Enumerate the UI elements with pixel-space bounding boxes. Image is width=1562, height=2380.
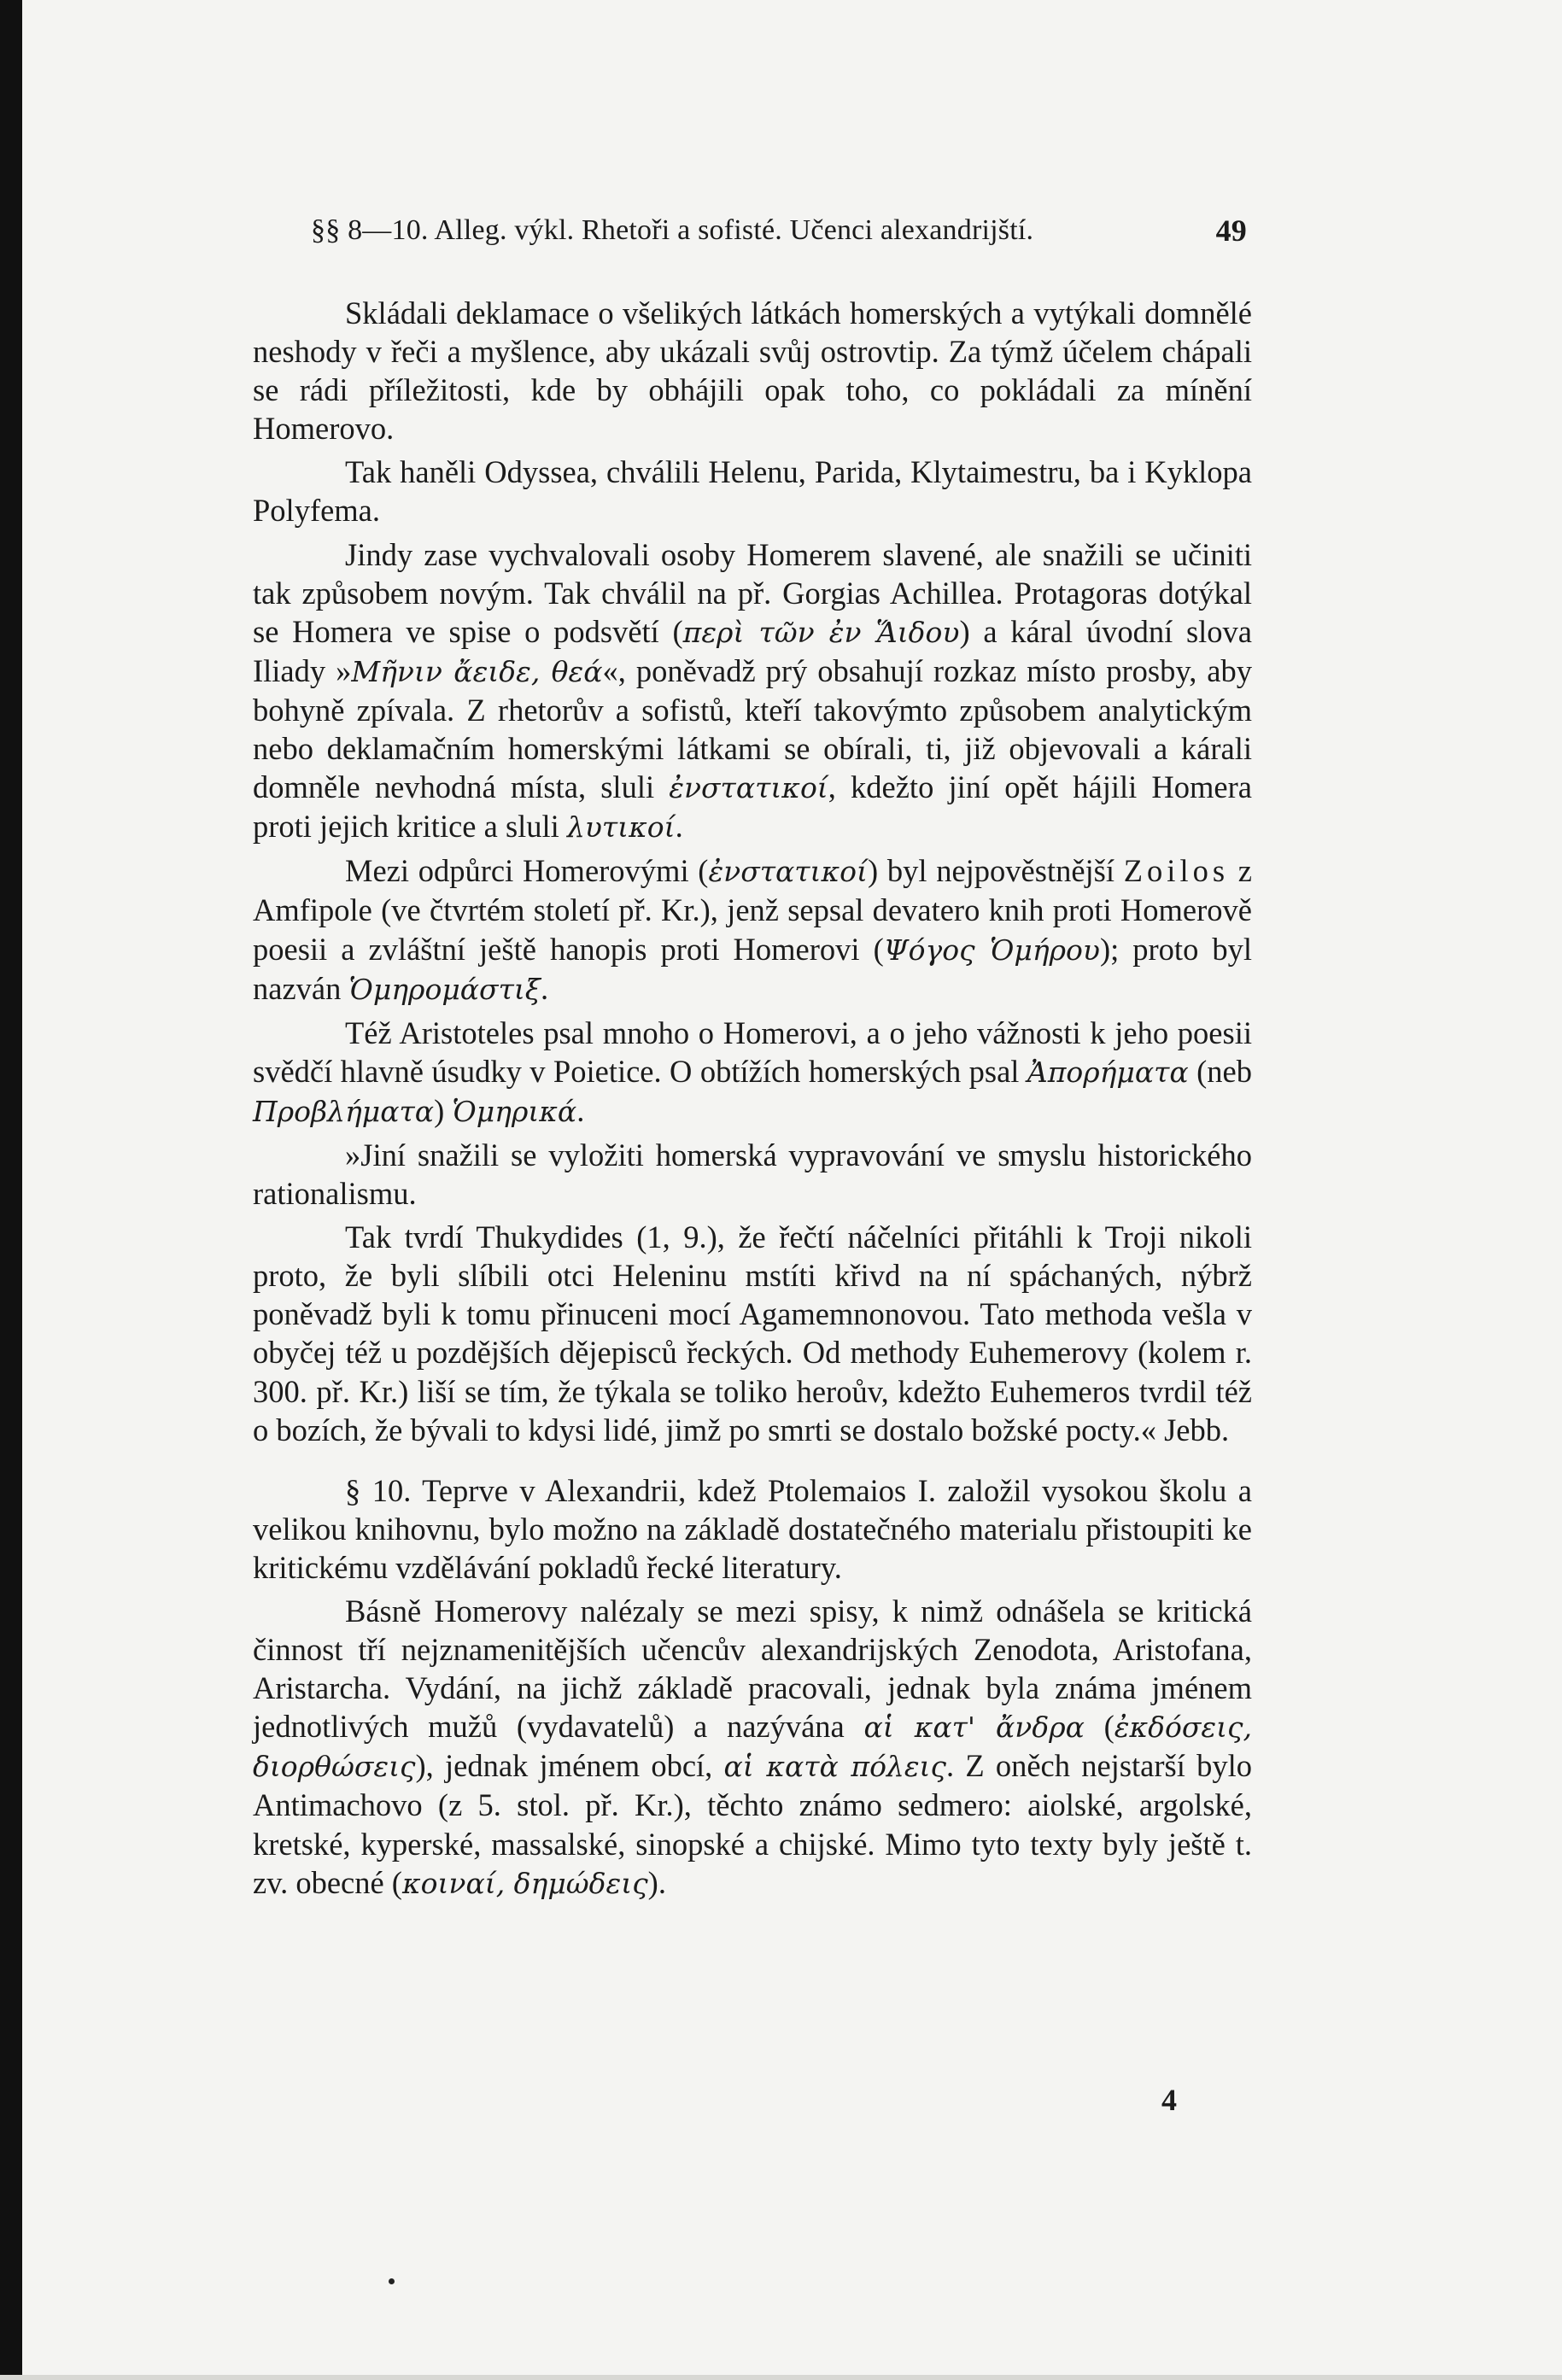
greek-phrase: Μῆνιν ἄειδε, θεά [351,654,603,688]
body-text [253,294,1252,1903]
text-run: ) [434,1092,453,1128]
text-run: Skládali deklamace o všelikých látkách homerských a vytýkali domnělé neshody v řeči a myšlence, aby ukázali svůj ostrovtip. Za týmž účelem chápali se rádi příležitosti, kde by obhájili opak toho, co pokládali za mínění Homerovo. [253,295,1252,447]
text-run: Básně Homerovy nalézaly se mezi spisy, k nimž odnášela se kritická činnost tří nejznamenitějších učencův alexandrijských Zenodota, Aristofana, Aristarcha. Vydání, na jichž základě pracovali, jednak byla známa jménem jednotlivých mužů (vydavatelů) a nazývána [253,1593,1252,1745]
text-run: ); proto byl nazván [253,931,1253,1006]
scan-bottom-edge [0,2375,1562,2380]
greek-phrase: κοιναί, δημώδεις [401,1866,648,1900]
greek-phrase: αἱ κατ' ἄνδρα [863,1710,1085,1745]
greek-phrase: Ἀπορήματα [1027,1055,1189,1089]
running-head-title: §§ 8—10. Alleg. výkl. Rhetoři a sofisté. Učenci alexandrijští. [311,214,1034,246]
running-head [253,205,1252,256]
text-run: Mezi odpůrci Homerovými ( [345,853,709,889]
text-run: Tak haněli Odyssea, chválili Helenu, Parida, Klytaimestru, ba i Kyklopa Polyfema. [253,454,1252,529]
greek-phrase: Ψόγος Ὁμήρου [883,933,1100,967]
text-run: z Amfipole (ve čtvrtém století př. Kr.), jenž sepsal devatero knih proti Homerově poesii a zvláštní ještě hanopis proti Homerovi ( [253,853,1252,967]
greek-phrase: αἱ κατὰ πόλεις [723,1750,946,1784]
paragraph [253,1014,1252,1131]
text-run: Jindy zase vychvalovali osoby Homerem slavené, ale snažili se učiniti tak způsobem novým. Tak chválil na př. Gorgias Achillea. Protagoras dotýkal se Homera ve spise o podsvětí ( [253,536,1252,649]
paragraph [253,1136,1252,1213]
greek-phrase: Ὁμηρικά [452,1094,577,1128]
paragraph [253,294,1252,447]
text-run: . [675,809,683,845]
greek-phrase: περὶ τῶν ἐν Ἅιδου [682,615,960,649]
text-run: (neb [1188,1053,1252,1089]
text-run: . [576,1092,585,1128]
paragraph [253,851,1252,1008]
text-run: , kdežto jiní opět hájili Homera proti jejich kritice a sluli [253,769,1252,845]
paragraph [253,453,1252,529]
text-run: »Jiní snažili se vyložiti homerská vypravování ve smyslu historického rationalismu. [253,1137,1252,1212]
text-run: Též Aristoteles psal mnoho o Homerovi, a o jeho vážnosti k jeho poesii svědčí hlavně úsudky v Poietice. O obtížích homerských psal [253,1015,1252,1089]
text-run: ), jednak jménem obcí, [415,1748,724,1784]
greek-phrase: ἐκδόσεις, διορθώσεις [253,1710,1252,1784]
greek-phrase: ἐνστατικοί [669,771,828,805]
page-number: 49 [1215,213,1247,248]
printer-signature-mark: 4 [1161,2083,1177,2117]
text-run: «, poněvadž prý obsahují rozkaz místo prosby, aby bohyně zpívala. Z rhetorův a sofistů, kteří takovýmto způsobem analytickým nebo deklamačním homerskými látkami se obírali, ti, již objevovali a kárali domněle nevhodná místa, sluli [253,652,1253,805]
text-run: ) byl nejpověstnější [867,853,1124,889]
paragraph [253,1218,1252,1449]
spaced-name: Zoilos [1123,853,1230,889]
text-run: ). [647,1864,666,1900]
greek-phrase: Προβλήματα [253,1094,435,1128]
text-run: ( [1084,1709,1114,1745]
paragraph [253,535,1252,847]
paragraph [253,1592,1252,1903]
text-run: ) a káral úvodní slova Iliady » [253,613,1252,688]
text-run: § 10. Teprve v Alexandrii, kdež Ptolemaios I. založil vysokou školu a velikou knihovnu, bylo možno na základě dostatečného materialu přistoupiti ke kritickému vzdělávání pokladů řecké literatury. [253,1472,1252,1585]
text-run: . [540,970,549,1006]
text-run: . Z oněch nejstarší bylo Antimachovo (z 5. stol. př. Kr.), těchto známo sedmero: aiolské, argolské, kretské, kyperské, massalské, sinopské a chijské. Mimo tyto texty byly ještě t. zv. obecné ( [253,1748,1252,1900]
greek-phrase: λυτικοί [566,810,676,845]
greek-phrase: Ὁμηρομάστιξ [348,972,541,1006]
scan-speck [389,2278,395,2284]
book-page [253,205,1252,1908]
paragraph [253,1471,1252,1587]
text-run: Tak tvrdí Thukydides (1, 9.), že řečtí náčelníci přitáhli k Troji nikoli proto, že byli slíbili otci Heleninu mstíti křivd na ní spáchaných, nýbrž poněvadž byli k tomu přinuceni mocí Agamemnonovou. Tato methoda vešla v obyčej též u pozdějších dějepisců řeckých. Od methody Euhemerovy (kolem r. 300. př. Kr.) liší se tím, že týkala se toliko heroův, kdežto Euhemeros tvrdil též o bozích, že bývali to kdysi lidé, jimž po smrti se dostalo božské pocty.« Jebb. [253,1219,1252,1447]
greek-phrase: ἐνστατικοί [708,855,868,889]
scan-left-edge [0,0,22,2380]
